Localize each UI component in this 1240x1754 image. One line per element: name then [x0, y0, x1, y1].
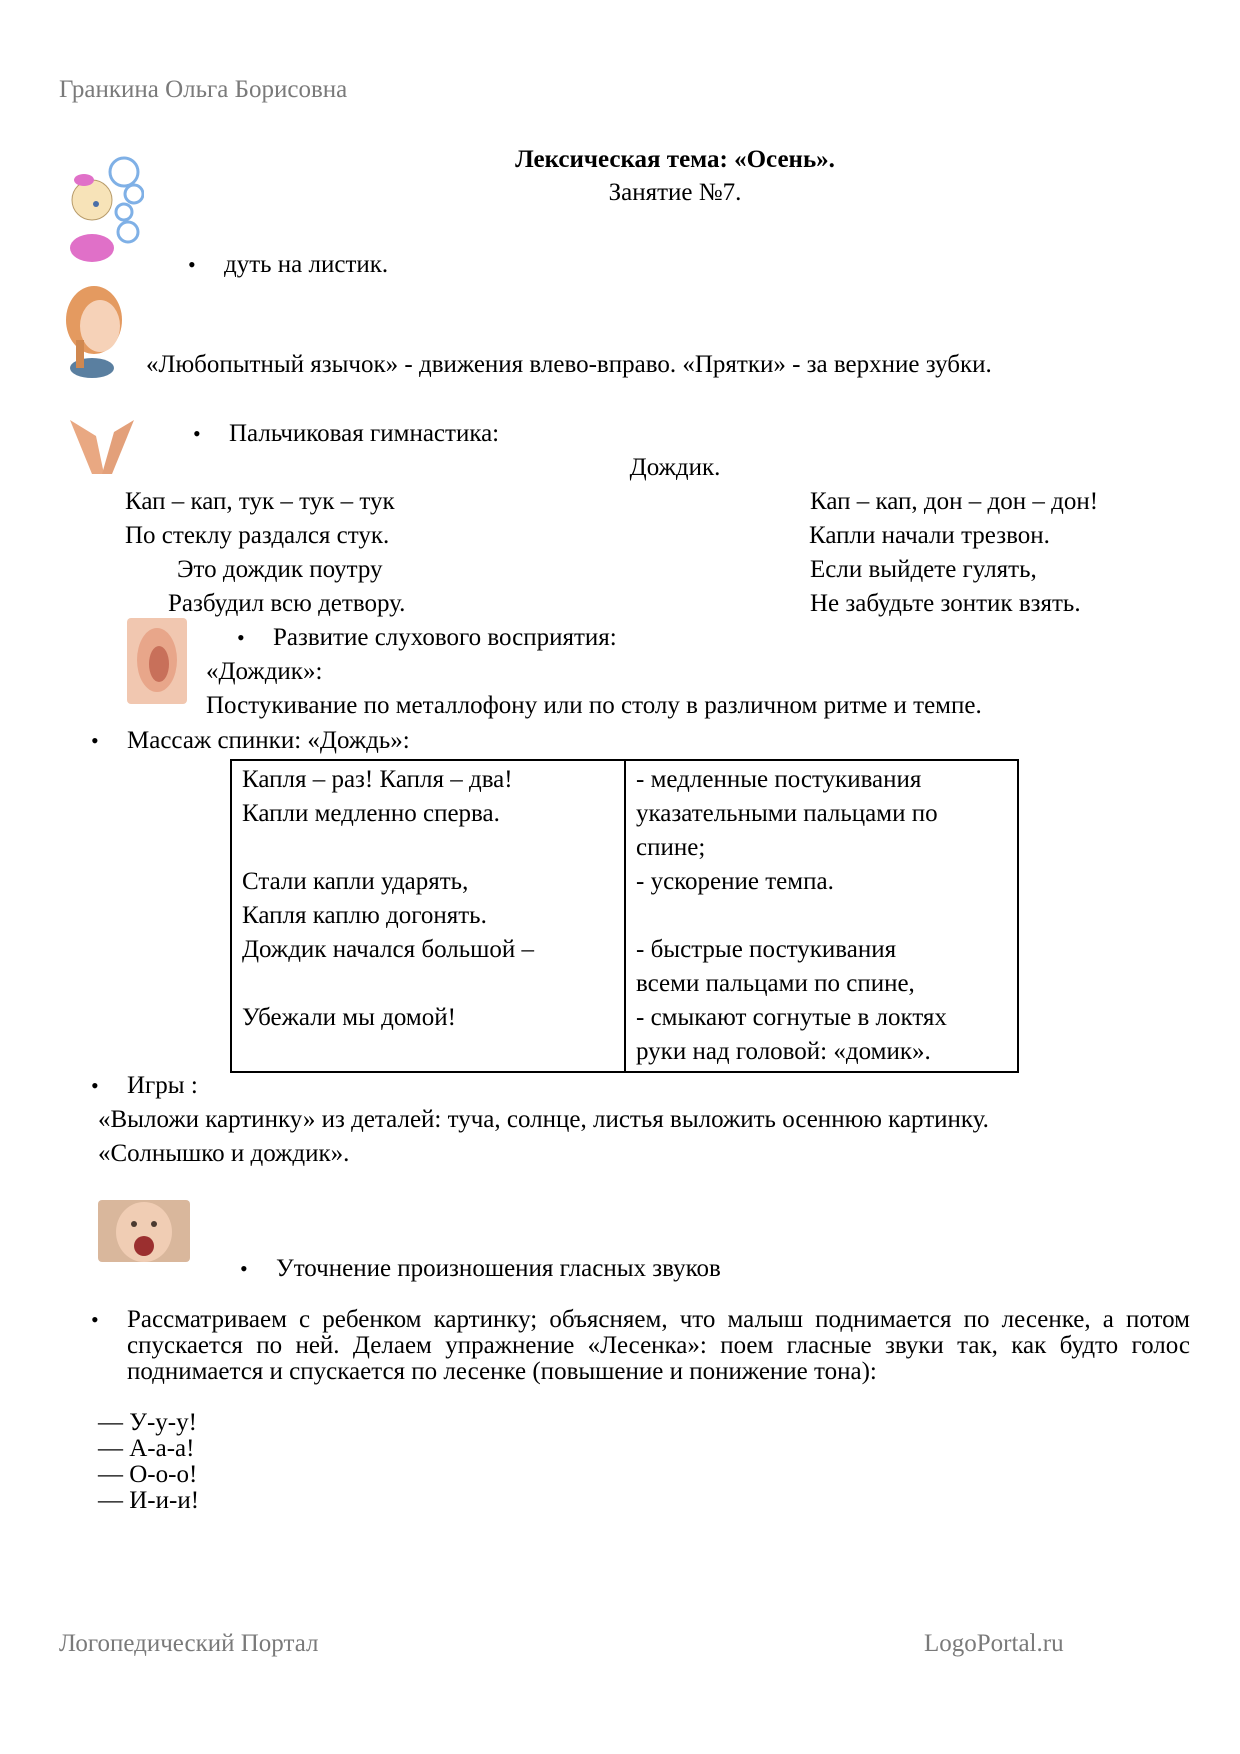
vowels-paragraph	[127, 1307, 1190, 1385]
action-line: - медленные постукивания	[636, 766, 922, 793]
footer-portal-name: Логопедический Портал	[59, 1630, 319, 1657]
massage-action-cell	[625, 760, 1018, 1072]
action-line: указательными пальцами по	[636, 800, 938, 827]
vowel-line-u: — У-у-у!	[98, 1409, 197, 1436]
hearing-heading: • Развитие слухового восприятия:	[273, 624, 617, 652]
action-line: руки над головой: «домик».	[636, 1038, 931, 1065]
rhyme-line: Капли медленно сперва.	[242, 800, 500, 827]
rhyme-line: Капля – раз! Капля – два!	[242, 766, 513, 793]
child-open-mouth-image	[98, 1200, 190, 1262]
games-heading: • Игры :	[127, 1072, 198, 1100]
hearing-description: Постукивание по металлофону или по столу в различном ритме и темпе.	[206, 692, 982, 719]
lesson-number: Занятие №7.	[608, 179, 742, 206]
action-line: спине;	[636, 834, 706, 861]
action-line: - быстрые постукивания	[636, 936, 897, 963]
rhyme-line: Убежали мы домой!	[242, 1004, 456, 1031]
action-line: - смыкают согнутые в локтях	[636, 1004, 947, 1031]
poem-right-line-4: Не забудьте зонтик взять.	[810, 590, 1081, 617]
finger-gym-heading: • Пальчиковая гимнастика:	[229, 420, 499, 448]
poem-right-line-1: Кап – кап, дон – дон – дон!	[810, 488, 1099, 515]
poem-title: Дождик.	[629, 454, 721, 481]
rhyme-spacer	[242, 831, 614, 865]
rhyme-line: Дождик начался большой –	[242, 936, 535, 963]
action-line: всеми пальцами по спине,	[636, 970, 915, 997]
poem-right-line-3: Если выйдете гулять,	[810, 556, 1037, 583]
action-spacer	[636, 899, 1007, 933]
massage-rhyme-cell	[231, 760, 625, 1072]
massage-table	[230, 759, 1019, 1073]
poem-left-line-4: Разбудил всю детвору.	[168, 590, 406, 617]
vowel-line-a: — А-а-а!	[98, 1435, 195, 1462]
game-item-1: «Выложи картинку» из деталей: туча, солнце, листья выложить осеннюю картинку.	[98, 1106, 989, 1133]
breathing-item: • дуть на листик.	[224, 251, 388, 279]
author-name: Гранкина Ольга Борисовна	[59, 76, 348, 103]
poem-left-line-1: Кап – кап, тук – тук – тук	[125, 488, 395, 515]
vowels-paragraph-text: Рассматриваем с ребенком картинку; объясняем, что малыш поднимается по лесенке, а потом спускается по ней. Делаем упражнение «Лесенка»: поем гласные звуки так, как будто голос поднимается и спускается по лесенке (повышение и понижение тона):	[127, 1306, 1190, 1385]
vowel-line-i: — И-и-и!	[98, 1487, 200, 1514]
vowel-line-o: — О-о-о!	[98, 1461, 198, 1488]
action-line: - ускорение темпа.	[636, 868, 834, 895]
massage-heading: • Массаж спинки: «Дождь»:	[127, 727, 410, 755]
girl-blowing-image	[62, 282, 130, 378]
hearing-game: «Дождик»:	[206, 658, 323, 685]
game-item-2: «Солнышко и дождик».	[98, 1140, 350, 1167]
poem-left-line-3: Это дождик поутру	[177, 556, 383, 583]
footer-site-link[interactable]: LogoPortal.ru	[924, 1630, 1064, 1657]
page-title: Лексическая тема: «Осень».	[515, 146, 835, 173]
poem-left-line-2: По стеклу раздался стук.	[125, 522, 390, 549]
baby-bubbles-image	[62, 152, 144, 270]
vowels-heading: • Уточнение произношения гласных звуков	[276, 1255, 721, 1283]
ear-image	[127, 618, 187, 704]
rhyme-spacer	[242, 967, 614, 1001]
poem-right-line-2: Капли начали трезвон.	[809, 522, 1050, 549]
articulation-text: «Любопытный язычок» - движения влево-вправо. «Прятки» - за верхние зубки.	[146, 351, 992, 378]
rhyme-line: Капля каплю догонять.	[242, 902, 487, 929]
rhyme-line: Стали капли ударять,	[242, 868, 469, 895]
